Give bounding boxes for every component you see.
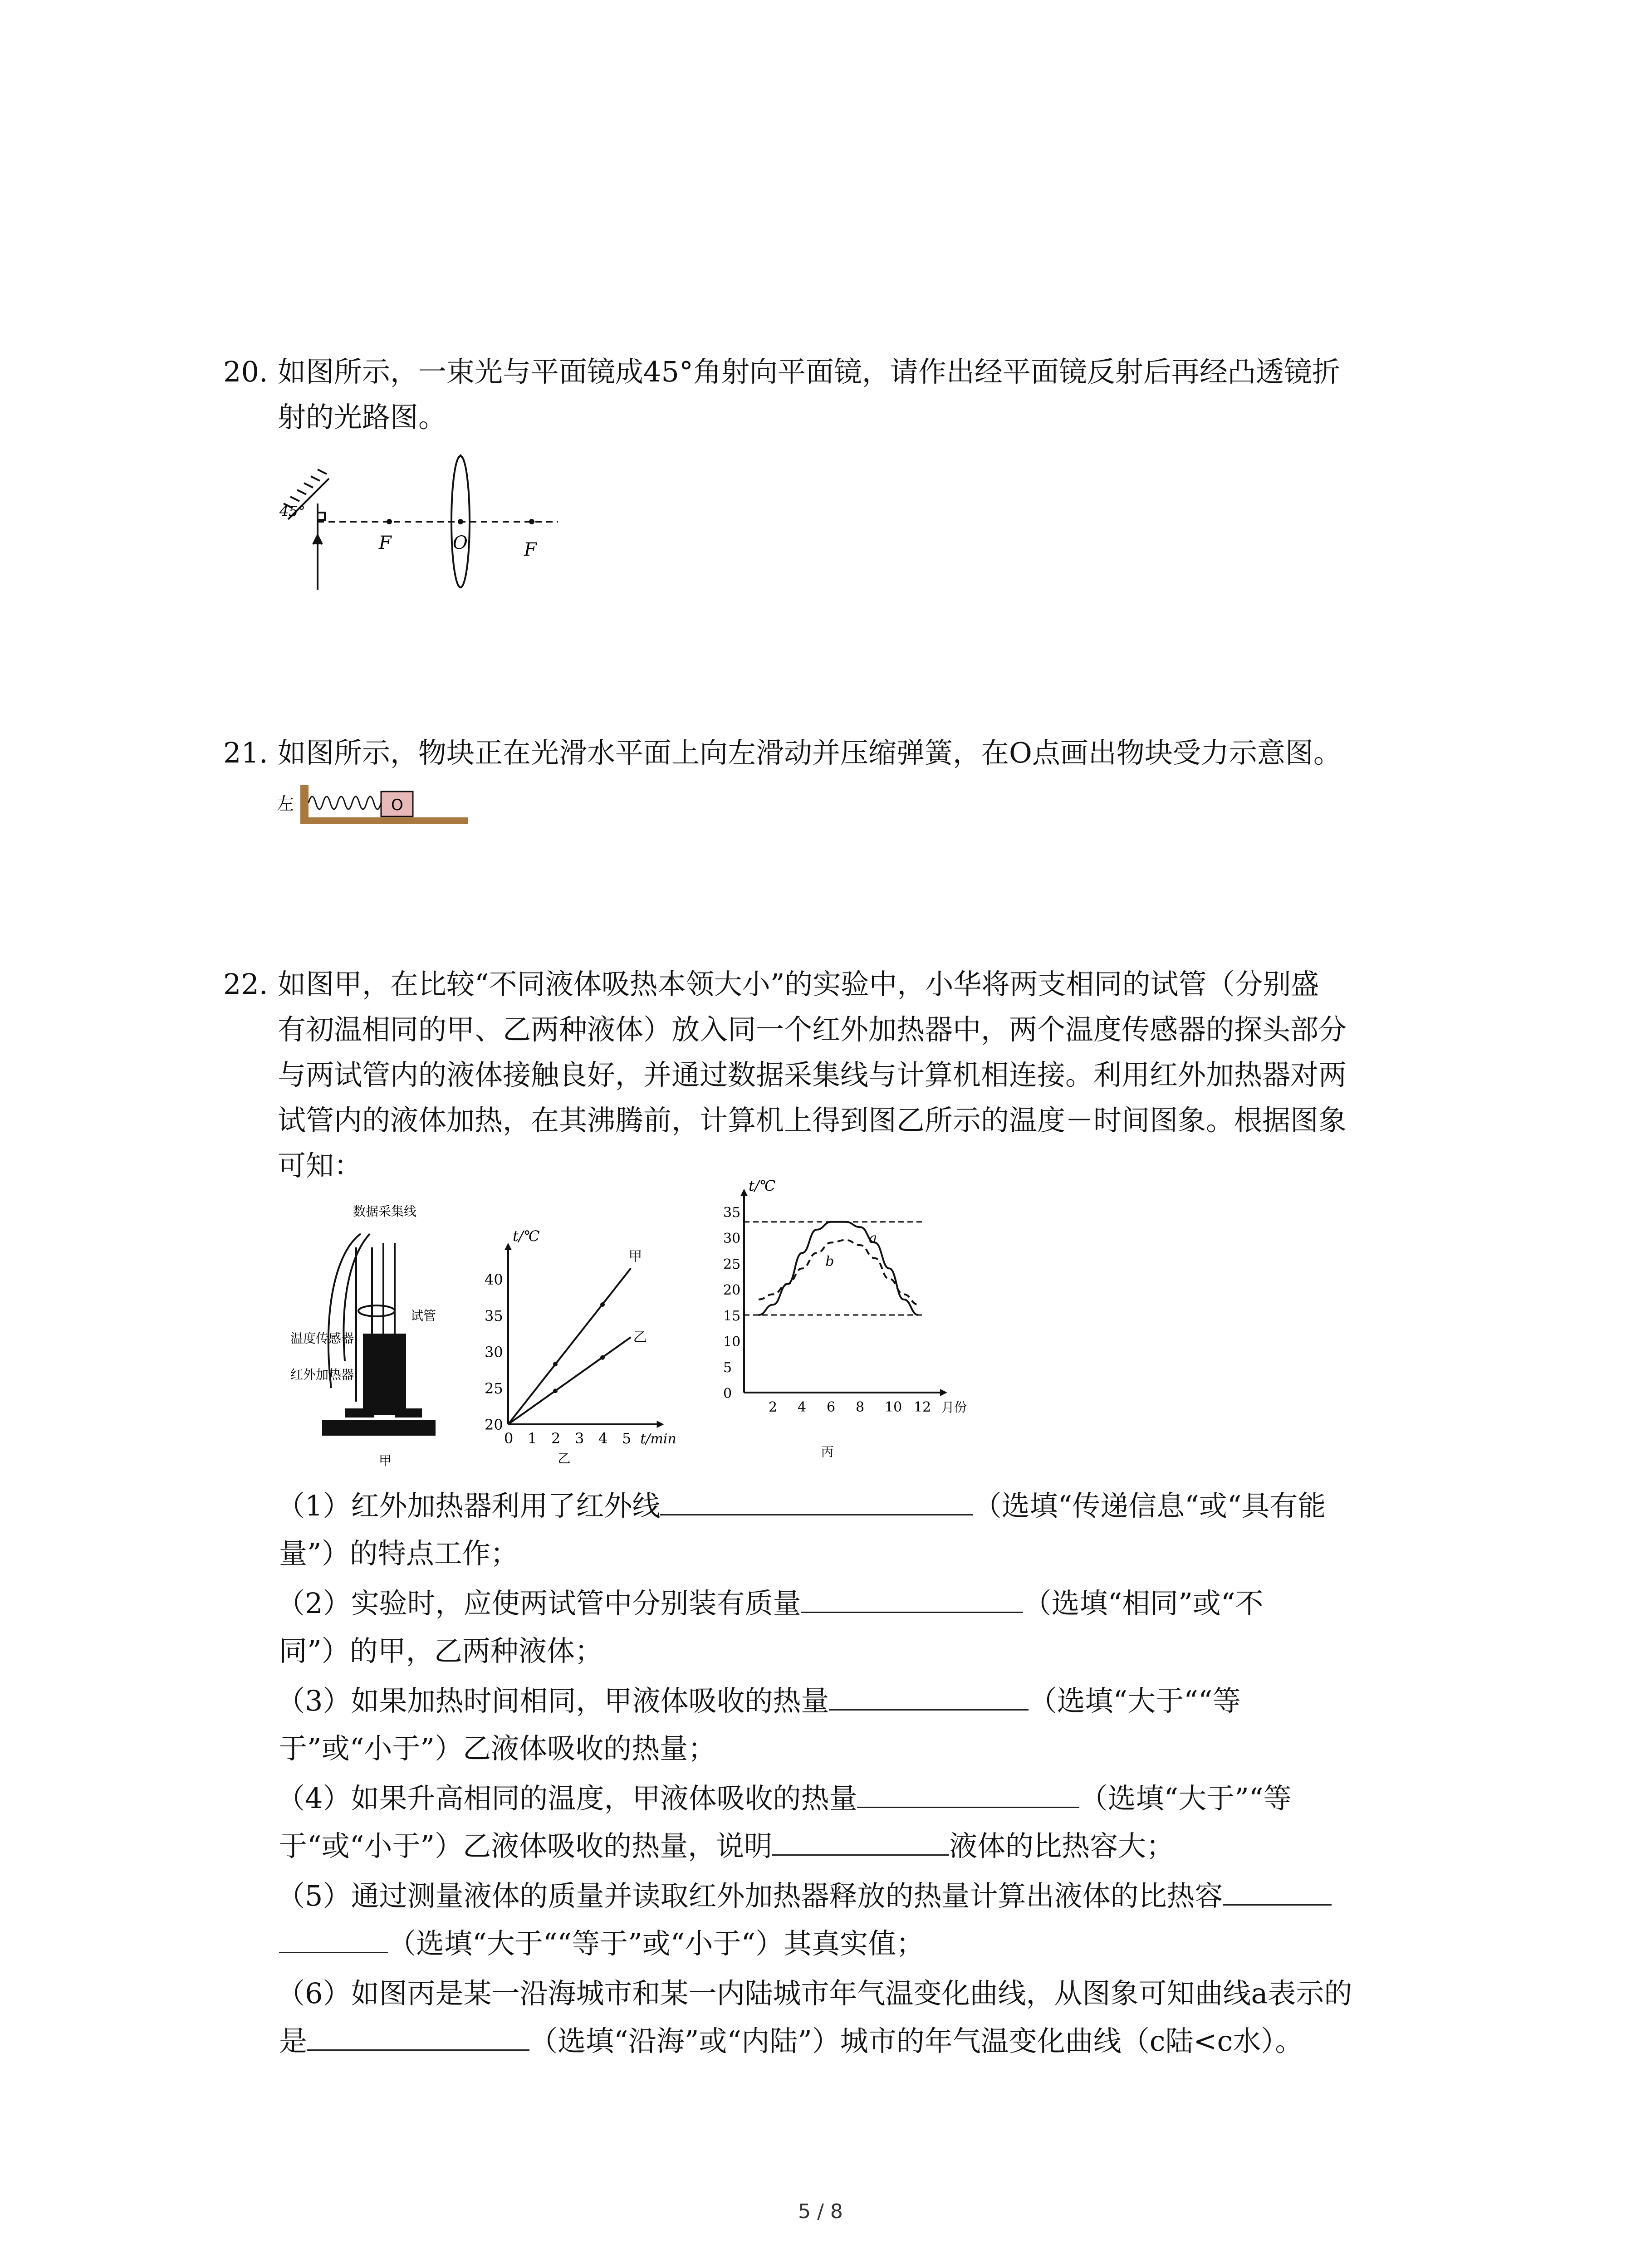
optical-center-label: O — [453, 533, 468, 553]
answer-blank[interactable] — [660, 1486, 973, 1515]
question-text-line: 有初温相同的甲、乙两种液体）放入同一个红外加热器中，两个温度传感器的探头部分 — [278, 1013, 1347, 1046]
sub-question-text: （3）如果加热时间相同，甲液体吸收的热量 — [277, 1684, 829, 1717]
question-text-line: 试管内的液体加热，在其沸腾前，计算机上得到图乙所示的温度－时间图象。根据图象 — [278, 1104, 1347, 1137]
x-tick-label: 5 — [622, 1430, 632, 1447]
y-axis-label: t/℃ — [513, 1227, 540, 1245]
data-point-jia — [553, 1362, 558, 1366]
answer-blank[interactable] — [829, 1681, 1029, 1711]
x-tick-label: 2 — [769, 1399, 778, 1415]
curve-a — [759, 1222, 918, 1315]
question-number: 20. — [223, 355, 268, 388]
sub-question-text: 液体的比热容大； — [949, 1829, 1175, 1862]
x-tick-label: 1 — [528, 1430, 537, 1447]
question-text-line: 如图所示，物块正在光滑水平面上向左滑动并压缩弹簧，在O点画出物块受力示意图。 — [278, 736, 1342, 769]
data-line-label: 数据采集线 — [353, 1204, 417, 1219]
x-tick-label: 10 — [885, 1399, 902, 1415]
y-tick-label: 25 — [723, 1256, 741, 1272]
y-tick-label: 10 — [723, 1334, 741, 1350]
y-tick-label: 35 — [723, 1205, 741, 1221]
answer-blank[interactable] — [801, 1584, 1023, 1613]
sub-question-6 — [277, 1971, 1352, 2011]
sub-question-text: （1）红外加热器利用了红外线 — [277, 1489, 661, 1522]
answer-blank[interactable] — [1223, 1876, 1332, 1906]
sub-question-6-cont — [279, 2019, 1303, 2059]
sub-question-1 — [277, 1483, 1326, 1524]
y-axis-arrow — [740, 1189, 748, 1196]
curve-b — [759, 1240, 918, 1305]
sub-question-4-cont — [279, 1823, 1174, 1864]
figure-caption: 丙 — [821, 1444, 834, 1459]
focus-label-left: F — [379, 533, 392, 553]
sub-question-text: （选填“大于”“等 — [1079, 1782, 1292, 1815]
question-number: 22. — [223, 968, 268, 1001]
sub-question-text: （6）如图丙是某一沿海城市和某一内陆城市年气温变化曲线，从图象可知曲线a表示的 — [277, 1977, 1352, 2010]
test-tube-label: 试管 — [411, 1308, 436, 1323]
x-axis-label: t/min — [640, 1431, 676, 1447]
question-text-line: 可知： — [278, 1149, 362, 1182]
data-point-jia — [600, 1302, 605, 1307]
answer-blank[interactable] — [772, 1826, 949, 1856]
y-tick-label: 25 — [485, 1380, 503, 1397]
y-tick-label: 30 — [723, 1231, 741, 1246]
x-tick-label: 6 — [827, 1399, 836, 1415]
x-tick-label: 2 — [551, 1430, 561, 1447]
left-direction-label: 左 — [277, 794, 294, 814]
sensor-label: 温度传感器 — [290, 1331, 354, 1346]
sub-question-2 — [277, 1581, 1264, 1621]
question-number: 21. — [223, 736, 268, 769]
answer-blank[interactable] — [279, 1924, 388, 1953]
curve-label-b: b — [825, 1253, 834, 1270]
sub-question-text: （5）通过测量液体的质量并读取红外加热器释放的热量计算出液体的比热容 — [277, 1879, 1223, 1912]
sub-question-text: 于“或“小于”）乙液体吸收的热量，说明 — [279, 1829, 773, 1862]
x-axis-arrow — [657, 1421, 664, 1428]
answer-blank[interactable] — [307, 2021, 529, 2051]
sub-question-text: 于”或“小于”）乙液体吸收的热量； — [279, 1732, 716, 1765]
x-tick-label: 0 — [504, 1430, 514, 1447]
y-tick-label: 20 — [723, 1282, 741, 1298]
sub-question-text: 同”）的甲，乙两种液体； — [279, 1634, 603, 1667]
page-number: 5 / 8 — [798, 2200, 843, 2223]
sub-question-text: （4）如果升高相同的温度，甲液体吸收的热量 — [277, 1782, 857, 1815]
annual-temperature-chart — [712, 1179, 966, 1470]
sub-question-3 — [277, 1678, 1241, 1719]
sub-question-text: （选填“相同”或“不 — [1023, 1587, 1264, 1620]
sub-question-text: 量”）的特点工作； — [279, 1537, 519, 1570]
sub-question-5-cont — [279, 1921, 924, 1961]
point-o-label: O — [391, 796, 403, 814]
x-axis-label: 月份 — [941, 1400, 967, 1415]
sub-question-3-cont — [279, 1726, 716, 1766]
temperature-time-chart — [472, 1225, 699, 1470]
x-axis-arrow — [940, 1389, 947, 1396]
sub-question-text: （2）实验时，应使两试管中分别装有质量 — [277, 1587, 801, 1620]
sub-question-4 — [277, 1776, 1292, 1816]
x-tick-label: 4 — [798, 1399, 807, 1415]
data-point-yi — [600, 1355, 605, 1360]
y-tick-label: 0 — [723, 1386, 732, 1402]
sub-question-1-cont — [279, 1531, 519, 1571]
x-tick-label: 12 — [914, 1399, 931, 1415]
y-axis-label: t/℃ — [749, 1177, 776, 1194]
angle-label: 45° — [279, 503, 305, 520]
x-tick-label: 8 — [856, 1399, 865, 1415]
heater-label: 红外加热器 — [290, 1367, 354, 1382]
sub-question-text: （选填“传递信息“或“具有能 — [973, 1489, 1326, 1522]
data-point-yi — [553, 1388, 558, 1393]
apparatus-figure — [281, 1198, 485, 1470]
series-label-jia: 甲 — [628, 1249, 642, 1265]
question-text-line: 如图所示，一束光与平面镜成45°角射向平面镜，请作出经平面镜反射后再经凸透镜折 — [278, 355, 1340, 388]
curve-label-a: a — [869, 1230, 877, 1246]
focus-label-right: F — [524, 539, 537, 560]
sub-question-2-cont — [279, 1628, 603, 1669]
series-label-yi: 乙 — [633, 1330, 647, 1345]
series-line-jia — [508, 1268, 631, 1424]
y-tick-label: 5 — [723, 1360, 732, 1376]
y-tick-label: 30 — [485, 1344, 503, 1361]
y-tick-label: 35 — [485, 1307, 503, 1325]
figure-caption: 甲 — [379, 1453, 392, 1468]
y-axis-arrow — [505, 1243, 512, 1250]
y-tick-label: 40 — [485, 1271, 503, 1288]
answer-blank[interactable] — [857, 1779, 1079, 1808]
question-text-line: 与两试管内的液体接触良好，并通过数据采集线与计算机相连接。利用红外加热器对两 — [278, 1058, 1347, 1091]
mirror-lens-figure — [281, 454, 572, 594]
sub-question-5 — [277, 1873, 1332, 1914]
y-tick-label: 20 — [485, 1416, 503, 1433]
x-tick-label: 4 — [598, 1430, 608, 1447]
sub-question-text: （选填“大于““等于”或“小于“）其真实值； — [388, 1927, 925, 1960]
question-text-line: 射的光路图。 — [278, 401, 447, 434]
sub-question-text: （选填“沿海”或“内陆”）城市的年气温变化曲线（c陆<c水）。 — [529, 2024, 1303, 2058]
y-tick-label: 15 — [723, 1308, 741, 1324]
series-line-yi — [508, 1337, 631, 1424]
question-text-line: 如图甲，在比较“不同液体吸热本领大小”的实验中，小华将两支相同的试管（分别盛 — [278, 968, 1319, 1001]
x-tick-label: 3 — [575, 1430, 584, 1447]
sub-question-text: （选填“大于““等 — [1029, 1684, 1241, 1717]
figure-caption: 乙 — [558, 1451, 571, 1466]
spring-block-figure — [272, 776, 472, 830]
sub-question-text: 是 — [279, 2024, 308, 2058]
